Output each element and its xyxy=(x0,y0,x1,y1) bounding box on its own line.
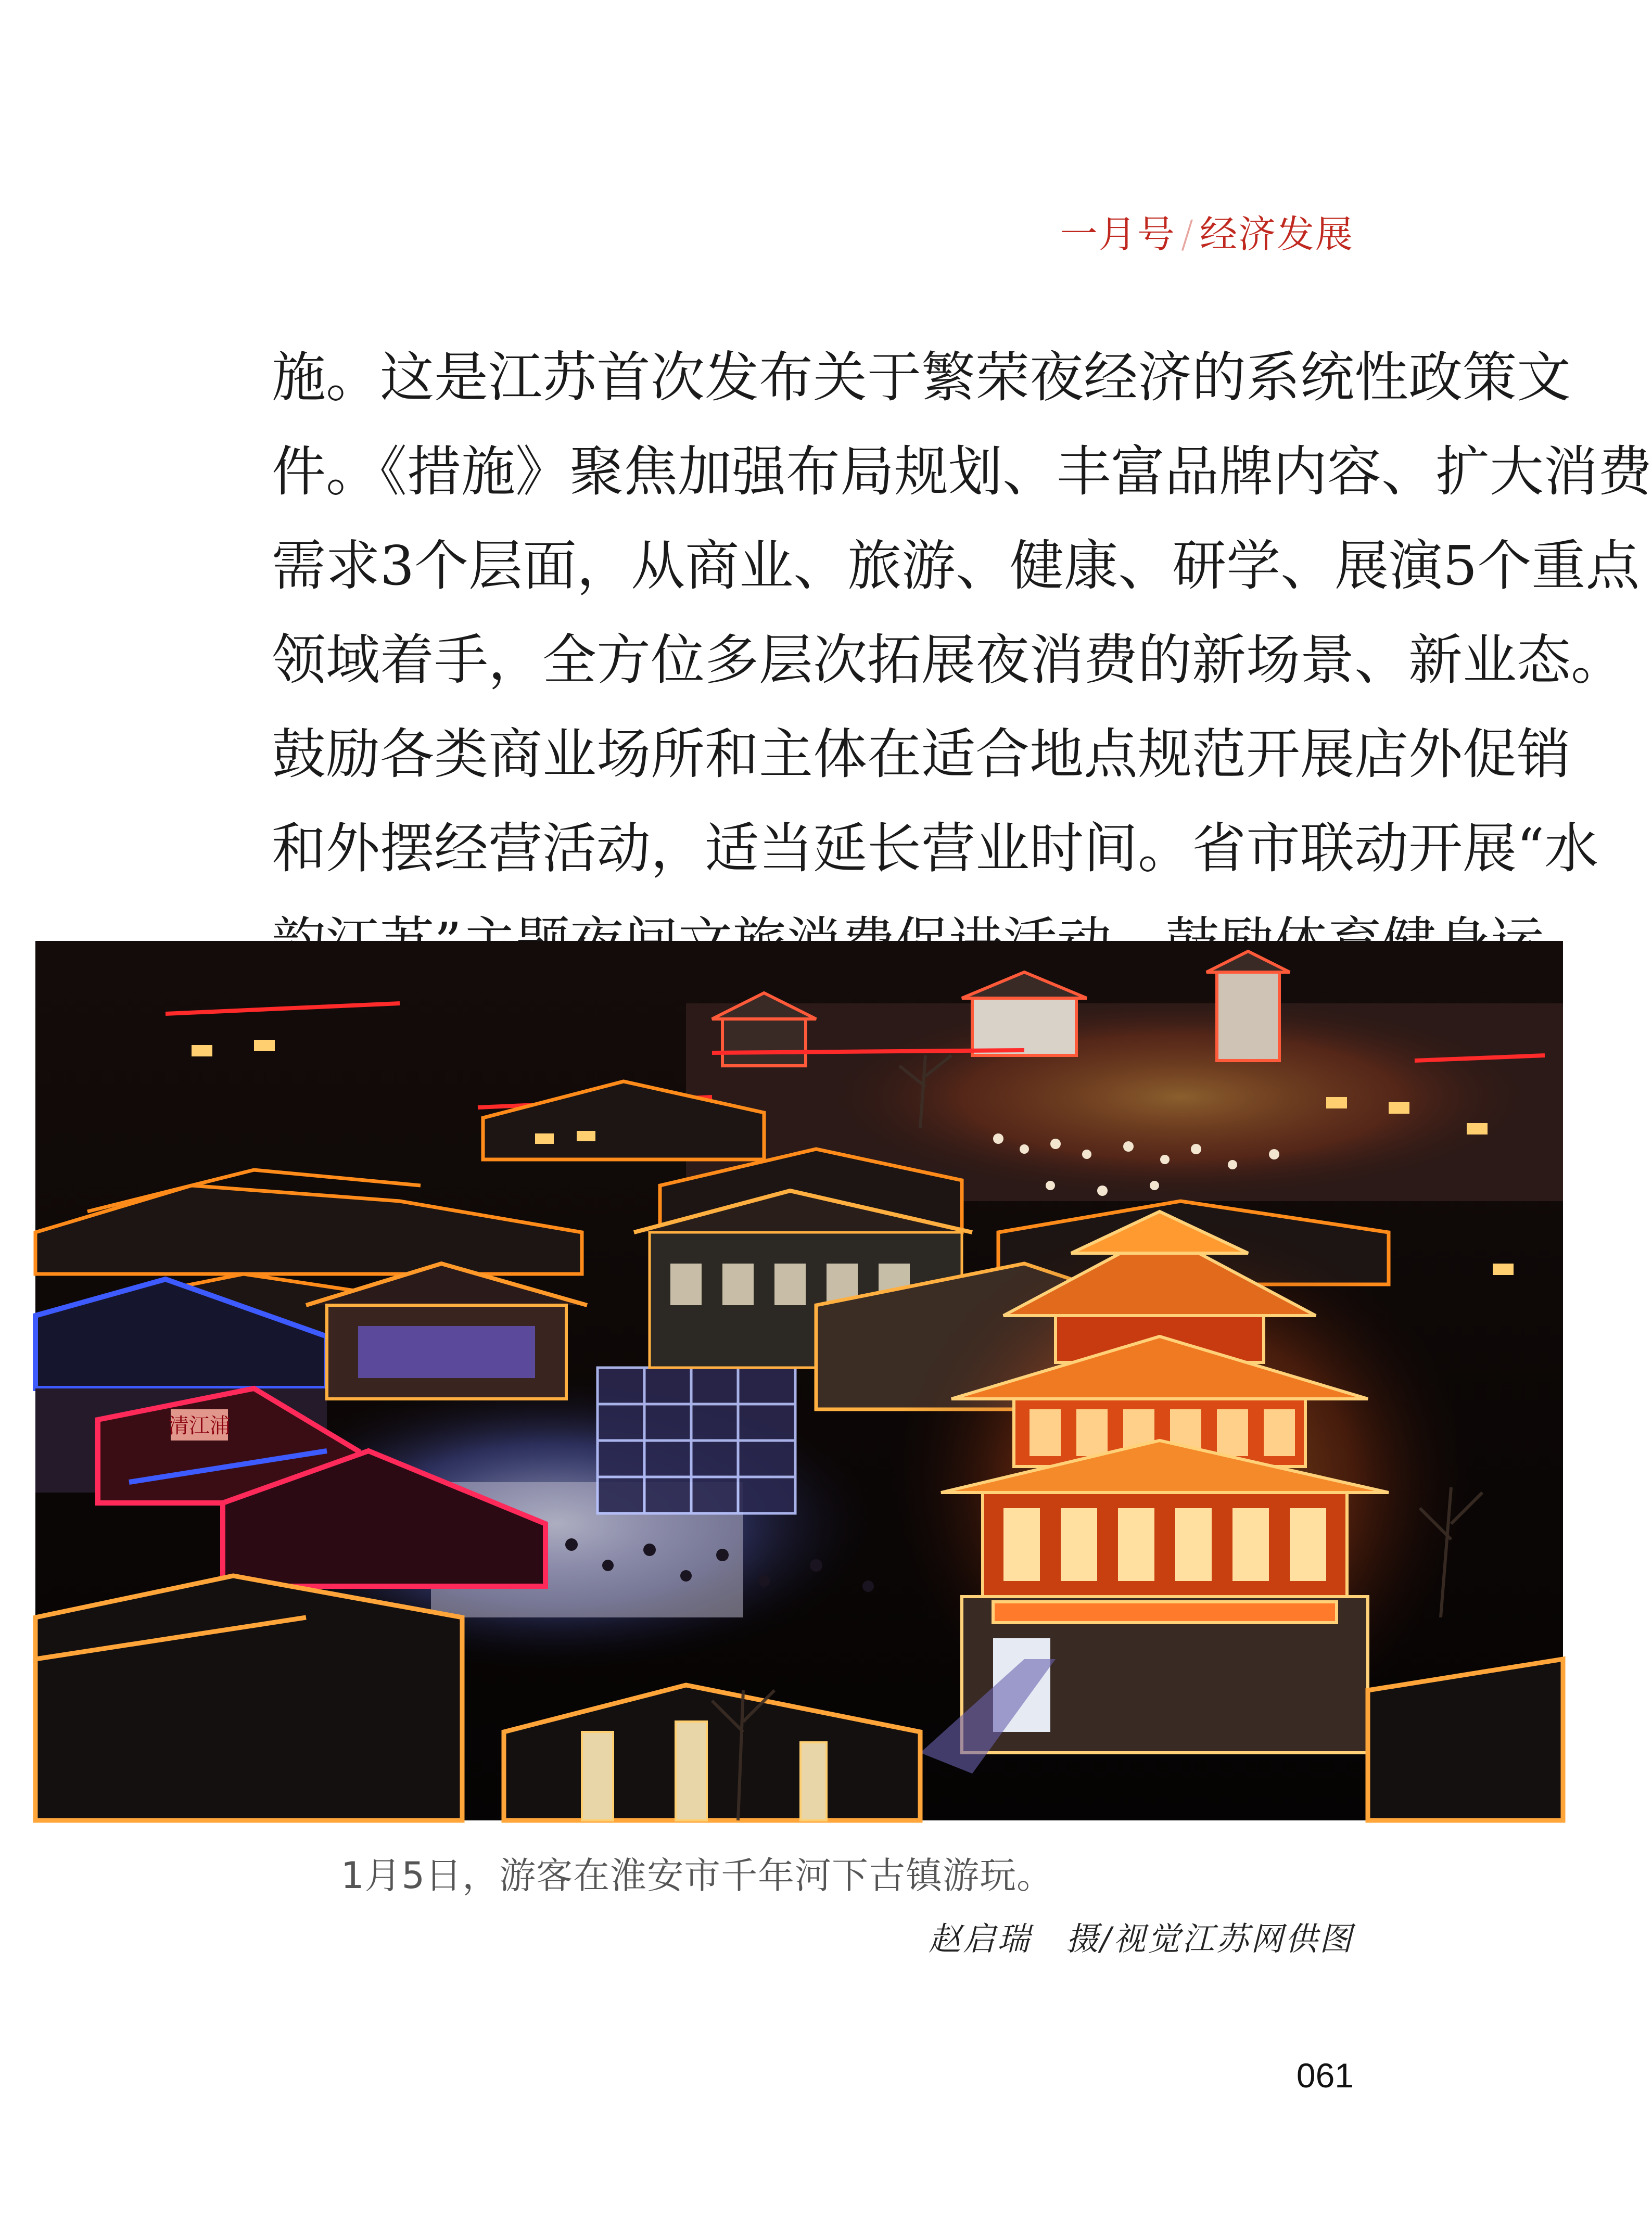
issue-label: 一月号 xyxy=(1060,212,1176,256)
photo-caption: 1月5日，游客在淮安市千年河下古镇游玩。 xyxy=(341,1854,1054,1897)
page-number: 061 xyxy=(1296,2056,1354,2095)
section-label: 经济发展 xyxy=(1199,212,1354,256)
night-town-photo xyxy=(35,941,1563,1820)
body-line: 鼓励各类商业场所和主体在适合地点规范开展店外促销 xyxy=(272,722,1571,786)
header-separator: / xyxy=(1180,212,1194,256)
photo-credit: 赵启瑞 摄/视觉江苏网供图 xyxy=(929,1920,1354,1958)
body-line: 件。《措施》聚焦加强布局规划、丰富品牌内容、扩大消费 xyxy=(272,440,1652,503)
body-line: 需求3个层面，从商业、旅游、健康、研学、展演5个重点 xyxy=(272,534,1640,597)
body-line: 领域着手，全方位多层次拓展夜消费的新场景、新业态。 xyxy=(272,628,1625,692)
running-header xyxy=(1060,204,1354,258)
shop-sign: 清江浦 xyxy=(168,1414,231,1438)
article-body xyxy=(272,330,1652,990)
body-line: 施。这是江苏首次发布关于繁荣夜经济的系统性政策文 xyxy=(272,346,1571,409)
body-line: 和外摆经营活动，适当延长营业时间。省市联动开展“水 xyxy=(272,817,1599,880)
